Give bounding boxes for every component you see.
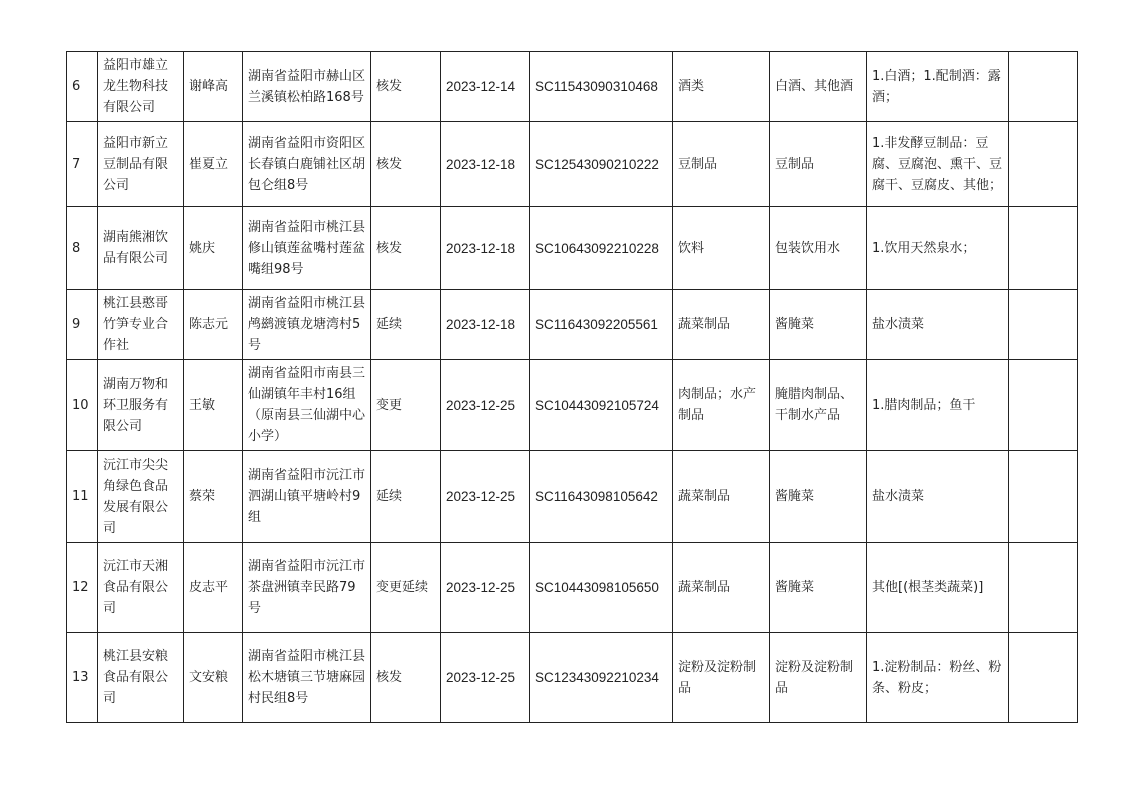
food-subcategory-cell: 包装饮用水 (770, 207, 867, 290)
row-number-cell: 10 (67, 360, 98, 451)
company-name-cell: 益阳市雄立龙生物科技有限公司 (98, 52, 184, 122)
company-name-cell: 桃江县憨哥竹笋专业合作社 (98, 290, 184, 360)
product-detail-cell: 1.淀粉制品：粉丝、粉条、粉皮； (867, 633, 1009, 723)
issue-date-cell: 2023-12-18 (441, 122, 530, 207)
product-detail-cell: 1.非发酵豆制品：豆腐、豆腐泡、熏干、豆腐干、豆腐皮、其他； (867, 122, 1009, 207)
permit-number-cell: SC12543090210222 (530, 122, 673, 207)
food-category-cell: 肉制品；水产制品 (673, 360, 770, 451)
row-number-cell: 8 (67, 207, 98, 290)
product-detail-cell: 盐水渍菜 (867, 451, 1009, 543)
food-subcategory-cell: 酱腌菜 (770, 290, 867, 360)
food-subcategory-cell: 酱腌菜 (770, 543, 867, 633)
company-name-cell: 桃江县安粮食品有限公司 (98, 633, 184, 723)
production-address-cell: 湖南省益阳市桃江县鸬鹚渡镇龙塘湾村5号 (243, 290, 371, 360)
remarks-cell (1009, 52, 1078, 122)
table-row (67, 122, 1078, 207)
row-number-cell: 7 (67, 122, 98, 207)
product-detail-cell: 1.饮用天然泉水； (867, 207, 1009, 290)
food-subcategory-cell: 酱腌菜 (770, 451, 867, 543)
company-name-cell: 沅江市天湘食品有限公司 (98, 543, 184, 633)
permit-table (66, 51, 1078, 723)
issue-date-cell: 2023-12-25 (441, 543, 530, 633)
issue-date-cell: 2023-12-18 (441, 290, 530, 360)
production-address-cell: 湖南省益阳市沅江市茶盘洲镇幸民路79号 (243, 543, 371, 633)
product-detail-cell: 1.白酒；1.配制酒：露酒； (867, 52, 1009, 122)
food-category-cell: 饮料 (673, 207, 770, 290)
remarks-cell (1009, 543, 1078, 633)
permit-number-cell: SC12343092210234 (530, 633, 673, 723)
food-category-cell: 蔬菜制品 (673, 543, 770, 633)
legal-representative-cell: 蔡荣 (184, 451, 243, 543)
legal-representative-cell: 文安粮 (184, 633, 243, 723)
row-number-cell: 12 (67, 543, 98, 633)
production-address-cell: 湖南省益阳市南县三仙湖镇年丰村16组（原南县三仙湖中心小学） (243, 360, 371, 451)
permit-number-cell: SC11643098105642 (530, 451, 673, 543)
remarks-cell (1009, 360, 1078, 451)
issue-date-cell: 2023-12-25 (441, 633, 530, 723)
production-address-cell: 湖南省益阳市赫山区兰溪镇松柏路168号 (243, 52, 371, 122)
permit-number-cell: SC11543090310468 (530, 52, 673, 122)
food-subcategory-cell: 淀粉及淀粉制品 (770, 633, 867, 723)
company-name-cell: 湖南熊湘饮品有限公司 (98, 207, 184, 290)
remarks-cell (1009, 451, 1078, 543)
production-address-cell: 湖南省益阳市沅江市泗湖山镇平塘岭村9组 (243, 451, 371, 543)
food-subcategory-cell: 豆制品 (770, 122, 867, 207)
table-row (67, 360, 1078, 451)
legal-representative-cell: 陈志元 (184, 290, 243, 360)
remarks-cell (1009, 290, 1078, 360)
issue-date-cell: 2023-12-25 (441, 360, 530, 451)
food-category-cell: 酒类 (673, 52, 770, 122)
company-name-cell: 湖南万物和环卫服务有限公司 (98, 360, 184, 451)
food-category-cell: 豆制品 (673, 122, 770, 207)
production-address-cell: 湖南省益阳市资阳区长春镇白鹿铺社区胡包仑组8号 (243, 122, 371, 207)
product-detail-cell: 其他[(根茎类蔬菜)] (867, 543, 1009, 633)
table-row (67, 290, 1078, 360)
production-address-cell: 湖南省益阳市桃江县修山镇莲盆嘴村莲盆嘴组98号 (243, 207, 371, 290)
legal-representative-cell: 姚庆 (184, 207, 243, 290)
permit-type-cell: 变更延续 (371, 543, 441, 633)
row-number-cell: 6 (67, 52, 98, 122)
permit-type-cell: 延续 (371, 290, 441, 360)
issue-date-cell: 2023-12-25 (441, 451, 530, 543)
table-row (67, 543, 1078, 633)
table-row (67, 633, 1078, 723)
permit-type-cell: 核发 (371, 207, 441, 290)
legal-representative-cell: 皮志平 (184, 543, 243, 633)
legal-representative-cell: 谢峰高 (184, 52, 243, 122)
remarks-cell (1009, 207, 1078, 290)
table-row (67, 451, 1078, 543)
legal-representative-cell: 王敏 (184, 360, 243, 451)
permit-type-cell: 核发 (371, 122, 441, 207)
food-category-cell: 蔬菜制品 (673, 290, 770, 360)
row-number-cell: 9 (67, 290, 98, 360)
permit-type-cell: 核发 (371, 52, 441, 122)
food-subcategory-cell: 腌腊肉制品、干制水产品 (770, 360, 867, 451)
product-detail-cell: 盐水渍菜 (867, 290, 1009, 360)
food-subcategory-cell: 白酒、其他酒 (770, 52, 867, 122)
issue-date-cell: 2023-12-14 (441, 52, 530, 122)
remarks-cell (1009, 122, 1078, 207)
permit-type-cell: 核发 (371, 633, 441, 723)
permit-number-cell: SC11643092205561 (530, 290, 673, 360)
production-address-cell: 湖南省益阳市桃江县松木塘镇三节塘麻园村民组8号 (243, 633, 371, 723)
permit-number-cell: SC10443098105650 (530, 543, 673, 633)
company-name-cell: 益阳市新立豆制品有限公司 (98, 122, 184, 207)
remarks-cell (1009, 633, 1078, 723)
permit-number-cell: SC10643092210228 (530, 207, 673, 290)
permit-type-cell: 变更 (371, 360, 441, 451)
food-category-cell: 淀粉及淀粉制品 (673, 633, 770, 723)
product-detail-cell: 1.腊肉制品；鱼干 (867, 360, 1009, 451)
table-row (67, 207, 1078, 290)
table-row (67, 52, 1078, 122)
issue-date-cell: 2023-12-18 (441, 207, 530, 290)
food-category-cell: 蔬菜制品 (673, 451, 770, 543)
company-name-cell: 沅江市尖尖角绿色食品发展有限公司 (98, 451, 184, 543)
permit-type-cell: 延续 (371, 451, 441, 543)
row-number-cell: 13 (67, 633, 98, 723)
permit-number-cell: SC10443092105724 (530, 360, 673, 451)
row-number-cell: 11 (67, 451, 98, 543)
legal-representative-cell: 崔夏立 (184, 122, 243, 207)
